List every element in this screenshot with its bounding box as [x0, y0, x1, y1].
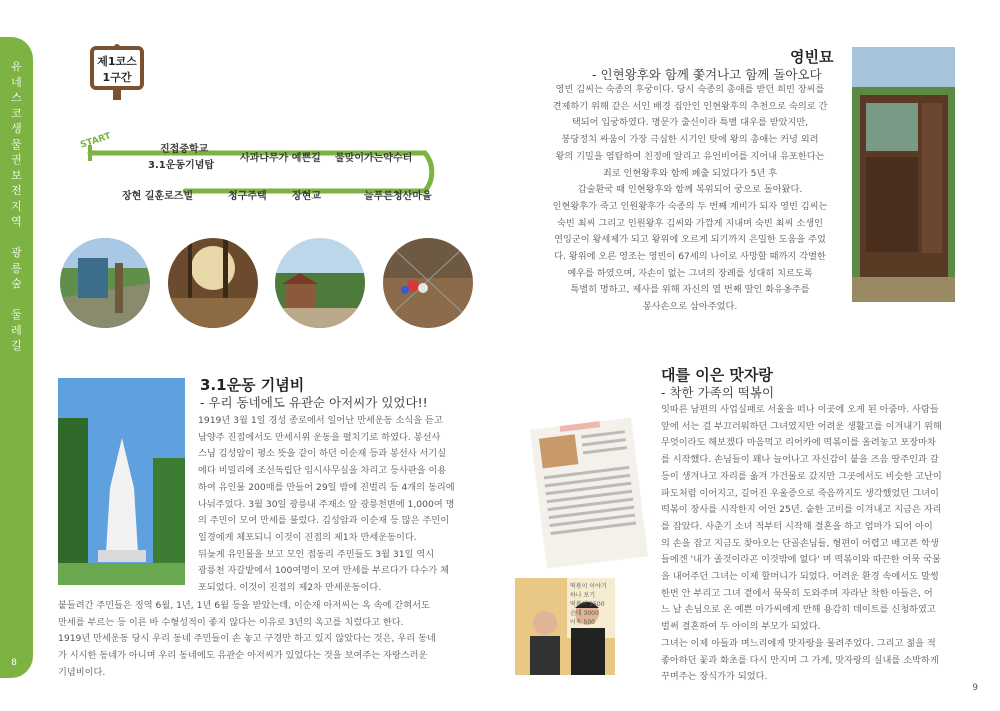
stop-7: 장현교 — [292, 191, 321, 202]
march1-title: 3.1운동 기념비 — [200, 376, 305, 394]
stop-3: 사과나무가 예쁜길 — [240, 153, 321, 164]
stop-6: 청구주택 — [228, 191, 267, 202]
text-line: 뒤늦게 유인물을 보고 모인 접동리 주민들도 3월 31일 역시 — [198, 548, 435, 560]
side-tab-char — [0, 230, 33, 246]
side-tab-char: 네 — [11, 75, 22, 89]
text-line: 한번 안 부리고 그녀 곁에서 묵묵히 도와주며 자라난 착한 아들은, 어 — [661, 587, 933, 599]
yeongbin-title: 영빈묘 — [790, 48, 834, 66]
text-line: 포되었다. 이것이 진접의 제2차 만세운동이다. — [198, 582, 382, 594]
side-tab-char: 숲 — [11, 277, 22, 290]
text-line: 기념비이다. — [58, 666, 106, 678]
photo-memorial-flowers — [383, 238, 473, 328]
yeongbin-subtitle: - 인현왕후와 함께 쫓겨나고 함께 돌아오다 — [592, 67, 822, 82]
side-tab — [0, 37, 33, 678]
stop-1: 진접중학교 — [160, 144, 209, 155]
page-number-right: 9 — [972, 683, 978, 693]
text-line: 앞에 서는 걸 부끄러워하던 그녀였지만 어려운 생활고를 이겨내기 위해 — [661, 420, 942, 432]
side-tab-char: 권 — [11, 153, 22, 166]
text-line: 영빈 김씨는 숙종의 후궁이다. 당시 숙종의 총애를 받던 희빈 장씨를 — [555, 84, 825, 95]
text-line: 벌써 결혼하여 두 아이의 부모가 되었다. — [661, 621, 821, 633]
poster-menu-line: 어묵 500 — [570, 619, 595, 626]
text-line: 왕의 기밀을 염탐하여 친정에 알리고 유언비어를 지어내 유포한다는 — [555, 150, 825, 162]
photo-path-sign — [60, 238, 150, 328]
photo-newspaper-clip — [530, 417, 648, 568]
march1-body-top — [198, 413, 494, 597]
tteok-body — [661, 402, 955, 686]
photo-yeongbin-signboard — [852, 47, 955, 302]
text-line: 등이 생겨나고 자리를 옮겨 가건물로 갔지만 그곳에서도 비슷한 고난이 — [661, 470, 942, 482]
text-line: 붙들려간 주민들은 징역 6월, 1년, 1년 6월 등을 받았는데, 이순재 아저씨는 옥 속에 갇혀서도 — [58, 600, 430, 611]
poster-menu-line: 떡볶이 2500 — [570, 601, 605, 608]
poster-menu — [570, 582, 612, 627]
text-line: 떡볶이 장사를 시작한지 어언 25년. 숱한 고비를 이겨내고 지금은 자리 — [661, 504, 942, 516]
text-line: 스님 김성암이 평소 뜻을 같이 하던 이순재 등과 봉선사 서기실 — [198, 448, 447, 460]
side-tab-char: 릉 — [11, 261, 22, 275]
text-line: 다. 왕위에 오른 영조는 영빈이 67세의 나이로 사망할 때까지 각별한 — [554, 251, 826, 263]
side-tab-char: 레 — [11, 323, 22, 337]
text-line: 꾸며주는 장식가가 되었다. — [661, 671, 768, 683]
side-tab-char: 역 — [11, 215, 22, 228]
side-tab-char: 코 — [11, 106, 22, 120]
page-number-left: 8 — [11, 658, 17, 668]
side-tab-char: 지 — [11, 199, 22, 213]
text-line: 에다 비밀리에 조선독립단 임시사무실을 차리고 등사판을 이용 — [198, 465, 447, 477]
text-line: 광릉천 자갈밭에서 100여명이 모여 만세를 부르다가 다수가 체 — [198, 565, 449, 577]
side-tab-char: 스 — [11, 91, 22, 104]
text-line: 갑술환국 때 인현왕후와 함께 복위되어 궁으로 돌아왔다. — [577, 184, 803, 196]
text-line: 의 주민이 모여 만세를 불렀다. 김성암과 이순재 등 많은 주민이 — [198, 515, 450, 527]
side-tab-char: 길 — [11, 339, 22, 352]
side-tab-char — [0, 292, 33, 308]
text-line: 죄로 인현왕후와 함께 폐출 되었다가 5년 후 — [602, 167, 778, 179]
side-tab-char: 둘 — [11, 308, 22, 321]
photo-forest-sun — [168, 238, 258, 328]
text-line: 을 내어주던 그녀는 이제 할머니가 되었다. 어려운 환경 속에서도 말썽 — [661, 571, 939, 583]
text-line: 느 날 손님으로 온 예쁜 아가씨에게 반해 용감히 데이트를 신청하였고 — [661, 604, 936, 616]
text-line: 1919년 3월 1일 경성 종로에서 일어난 만세운동 소식을 듣고 — [198, 415, 443, 426]
text-line: 만세를 부르는 등 이른 바 수형성적이 좋지 않다는 이유로 3년의 옥고를 치렀다고 한다. — [58, 616, 404, 628]
sign-line-1: 제1코스 — [97, 55, 137, 68]
text-line: 택되어 입궁하였다. 명문가 출신이라 특별 대우를 받았지만, — [571, 117, 809, 129]
march1-subtitle: - 우리 동네에도 유관순 아저씨가 있었다!! — [200, 395, 428, 410]
side-tab-char: 광 — [11, 246, 22, 259]
tteok-subtitle: - 착한 가족의 떡볶이 — [661, 385, 775, 400]
photo-march1-monument — [58, 378, 185, 585]
stop-2: 3.1운동기념탑 — [148, 160, 215, 171]
stop-4: 물맞이가는약수터 — [335, 153, 413, 164]
tteok-title: 대를 이은 맛자랑 — [661, 366, 773, 384]
text-line: 1919년 만세운동 당시 우리 동네 주민들이 손 놓고 구경만 하고 있지 않았다는 것은, 우리 동네 — [58, 633, 436, 645]
yeongbin-body — [535, 82, 845, 316]
text-line: 남양주 진접에서도 만세시위 운동을 펼치기로 하였다. 봉선사 — [198, 431, 441, 443]
text-line: 나눠주었다. 3월 30일 광릉내 주재소 앞 광릉천변에 1,000여 명 — [198, 498, 455, 510]
text-line: 를 시작했다. 손님들이 꽤나 늘어나고 자신감이 붙을 즈음 땅주인과 갈 — [661, 454, 939, 466]
stop-8: 늘푸른청산마을 — [364, 191, 432, 202]
text-line: 의 손을 잡고 지금도 찾아오는 단골손님들, 형편이 어렵고 배고픈 학생 — [661, 537, 939, 549]
side-tab-char: 전 — [11, 184, 22, 197]
poster-menu-line: 떡볶이 이야기 — [570, 583, 607, 590]
text-line: 무엇이라도 해보겠다 마음먹고 리어카에 떡볶이를 올려놓고 포장마차 — [661, 437, 936, 449]
text-line: 특별히 명하고, 제사를 위해 자신의 열 번째 딸인 화유옹주를 — [570, 284, 810, 296]
text-line: 파도처럼 이어지고, 길어진 우울증으로 죽음까지도 생각했었던 그녀이 — [661, 487, 939, 499]
text-line: 하여 유인물 200매를 만들어 29일 밤에 진벌리 등 4개의 동리에 — [198, 481, 455, 493]
poster-menu-line: 하나 보기 — [570, 592, 596, 599]
start-label: START — [79, 131, 113, 151]
text-line: 연잉군이 왕세제가 되고 왕위에 오르게 되기까지 은밀한 도움을 주었 — [554, 234, 826, 246]
text-line: 들에겐 '내가 졸것이라곤 이것밖에 없다' 며 떡볶이와 따끈한 어묵 국물 — [661, 554, 941, 566]
text-line: 잇따른 남편의 사업실패로 서울을 떠나 이곳에 오게 된 아줌마. 사람들 — [661, 404, 939, 415]
text-line: 일경에게 체포되니 이것이 진접의 제1차 만세운동이다. — [198, 531, 417, 543]
text-line: 를 잡았다. 사춘기 소녀 적부터 시작해 결혼을 하고 엄마가 되어 아이 — [661, 520, 933, 532]
side-tab-title — [0, 59, 33, 354]
side-tab-char: 생 — [11, 122, 22, 135]
text-line: 좋아하던 꽃과 화초를 다시 만지며 그 가게, 맛자랑의 실내를 소박하게 — [661, 654, 939, 666]
poster-menu-line: 순대 3000 — [570, 610, 599, 617]
text-line: 숙빈 최씨 그리고 인원왕후 김씨와 가깝게 지내며 숙빈 최씨 소생인 — [557, 217, 823, 229]
text-line: 봉사손으로 삼아주었다. — [642, 301, 738, 313]
sign-line-2: 1구간 — [102, 71, 132, 84]
text-line: 인현왕후가 죽고 인원왕후가 숙종의 두 번째 계비가 되자 영빈 김씨는 — [552, 200, 828, 212]
march1-body-bottom — [58, 598, 494, 682]
photo-hut — [275, 238, 365, 328]
text-line: 가 시시한 동네가 아니며 우리 동네에도 유관순 아저씨가 있었다는 것을 보여주는 자랑스러운 — [58, 650, 428, 662]
side-tab-char: 보 — [11, 168, 22, 182]
text-line: 견제하기 위해 같은 서인 배경 집안인 인현왕후의 추천으로 숙의로 간 — [552, 100, 828, 112]
stop-5: 장현 길훈로즈빌 — [122, 191, 194, 202]
side-tab-char: 유 — [11, 60, 22, 73]
text-line: 예우를 하였으며, 자손이 없는 그녀의 장례를 성대히 치르도록 — [567, 267, 813, 279]
side-tab-char: 물 — [11, 137, 22, 151]
text-line: 그녀는 이제 아들과 며느리에게 맛자랑을 물려주었다. 그리고 젊을 적 — [661, 637, 936, 649]
text-line: 붕당정치 싸움이 가장 극심한 시기인 탓에 왕의 총애는 커녕 외려 — [561, 134, 819, 146]
